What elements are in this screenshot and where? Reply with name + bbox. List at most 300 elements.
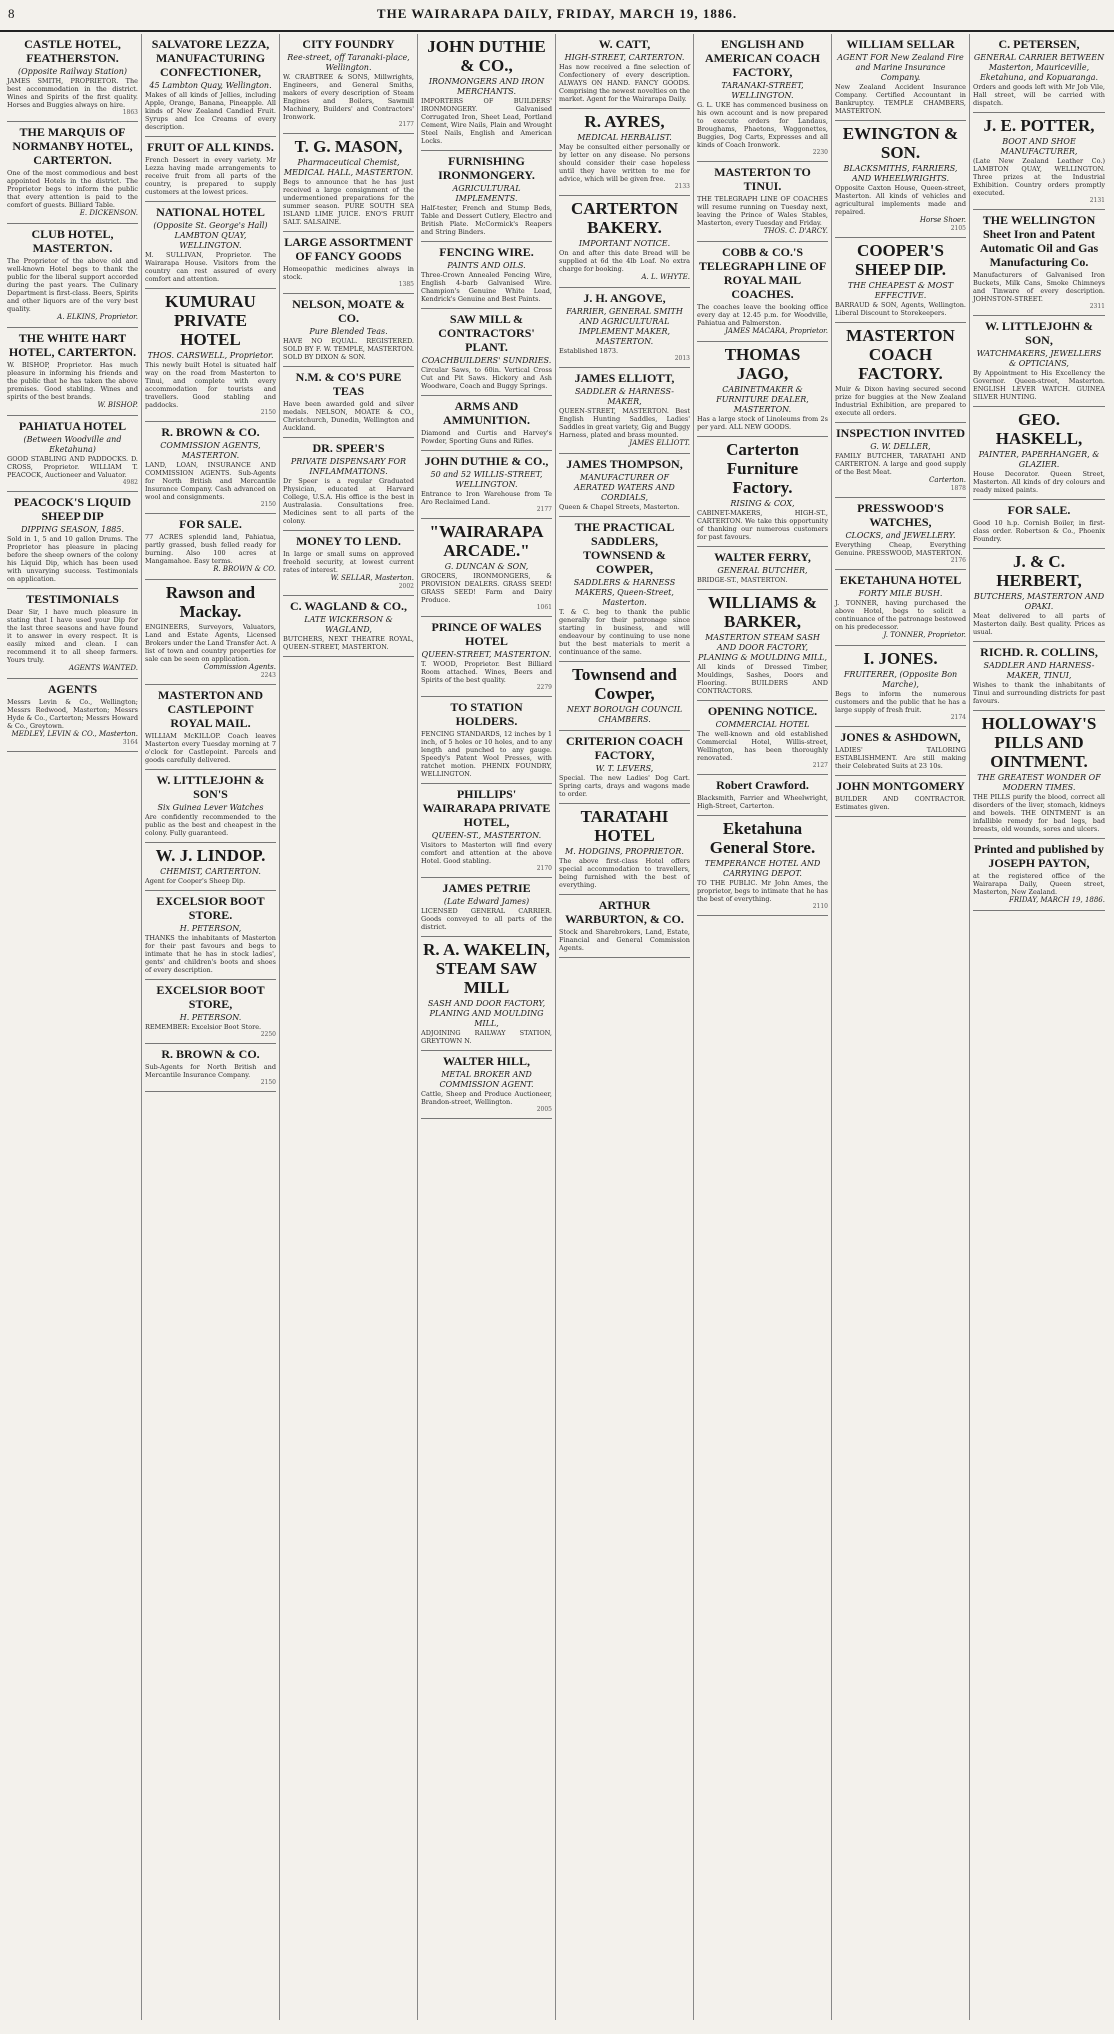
ad-title: ENGLISH AND AMERICAN COACH FACTORY,: [705, 37, 820, 79]
ad-title: GEO. HASKELL,: [995, 410, 1083, 448]
advertisement: [145, 202, 276, 289]
ad-title: SALVATORE LEZZA, MANUFACTURING CONFECTIONER,: [151, 37, 270, 79]
advertisement: [697, 775, 828, 816]
ad-title: WILLIAM SELLAR: [846, 37, 955, 51]
advertisement: [559, 368, 690, 454]
ad-title: R. AYRES,: [584, 112, 665, 131]
ad-title: CITY FOUNDRY: [302, 37, 395, 51]
ad-body: Opposite Caxton House, Queen-street, Masterton. All kinds of vehicles and agricultural implements made and repaired.: [835, 184, 966, 216]
advertisement: [697, 816, 828, 916]
ad-title: Eketahuna General Store.: [709, 819, 816, 857]
advertisement: [145, 843, 276, 891]
advertisement: [145, 1044, 276, 1092]
advertisement: [421, 1051, 552, 1119]
ad-subtitle: FARRIER, GENERAL SMITH AND AGRICULTURAL IMPLEMENT MAKER, MASTERTON.: [566, 307, 683, 346]
ad-number: 1878: [950, 485, 966, 492]
ad-number: 2110: [812, 903, 828, 910]
ad-title: INSPECTION INVITED: [835, 426, 966, 440]
advertisement: [973, 113, 1105, 210]
ad-subtitle: LATE WICKERSON & WAGLAND,: [304, 615, 393, 634]
advertisement: [145, 289, 276, 422]
advertisement: [973, 642, 1105, 711]
ad-title: Rawson and Mackay.: [165, 583, 256, 621]
ad-body: THE TELEGRAPH LINE OF COACHES will resume running on Tuesday next, leaving the Prince of Wales Stables, Masterton, every Tuesday and Friday.: [697, 195, 828, 227]
advertisement: [145, 770, 276, 843]
ad-signature: AGENTS WANTED.: [69, 664, 138, 672]
ad-subtitle: METAL BROKER AND COMMISSION AGENT.: [439, 1070, 534, 1089]
ad-body: BUILDER AND CONTRACTOR. Estimates given.: [835, 795, 966, 811]
advertisement: [559, 731, 690, 804]
ad-title: WILLIAMS & BARKER,: [707, 593, 818, 631]
advertisement: [973, 839, 1105, 911]
ad-number: 2250: [260, 1031, 276, 1038]
ad-signature: Horse Shoer.: [919, 216, 966, 224]
ad-body: Three-Crown Annealed Fencing Wire, English 4-barb Galvanised Wire. Champion's Genuine White Lead, Kendrick's Genuine and Best Paints.: [421, 271, 552, 303]
ad-number: 1061: [536, 604, 552, 611]
advertisement: [559, 517, 690, 662]
ad-title: EXCELSIOR BOOT STORE,: [156, 983, 265, 1011]
ad-title: RICHD. R. COLLINS,: [980, 645, 1098, 659]
advertisement: [421, 451, 552, 519]
ad-body: THANKS the inhabitants of Masterton for their past favours and begs to intimate that he has in stock ladies', gents' and children's boots and shoes of every description.: [145, 934, 276, 974]
ad-signature: Carterton.: [929, 476, 966, 484]
ad-title: "WAIRARAPA ARCADE.": [429, 522, 544, 560]
ad-body: Queen & Chapel Streets, Masterton.: [559, 503, 680, 511]
advertisement: [421, 878, 552, 937]
ad-title: Carterton Furniture Factory.: [726, 440, 799, 497]
advertisement: [697, 342, 828, 437]
ad-body: This newly built Hotel is situated half way on the road from Masterton to Tinui, and complete with every accommodation for tourists and travellers. Good stabling and paddocks.: [145, 361, 276, 409]
advertisement: [697, 242, 828, 342]
ad-body: T. WOOD, Proprietor. Best Billiard Room attached. Wines, Beers and Spirits of the best quality.: [421, 660, 552, 684]
advertisement: [421, 519, 552, 617]
advertisement: [559, 454, 690, 517]
ad-signature: JAMES MACARA, Proprietor.: [725, 327, 828, 335]
ad-signature: W. SELLAR, Masterton.: [330, 574, 414, 582]
ad-title: CLUB HOTEL, MASTERTON.: [31, 227, 114, 255]
ad-number: 3164: [122, 739, 138, 746]
ad-subtitle: SADDLERS & HARNESS MAKERS, Queen-Street, Masterton.: [573, 578, 676, 607]
ad-body: WILLIAM McKILLOP. Coach leaves Masterton every Tuesday morning at 7 o'clock for Castlepoint. Parcels and goods carefully delivered.: [145, 732, 276, 764]
ad-subtitle: W. T. LEVERS,: [595, 764, 654, 773]
ad-number: 2170: [536, 865, 552, 872]
ad-number: 2279: [536, 684, 552, 691]
advertisement: [283, 294, 414, 367]
ad-number: 2131: [1089, 197, 1105, 204]
ad-number: 2174: [950, 714, 966, 721]
advertisement: [283, 367, 414, 438]
ad-title: MASTERTON TO TINUI.: [714, 165, 811, 193]
ad-title: EWINGTON & SON.: [842, 124, 959, 162]
ad-title: J. H. ANGOVE,: [583, 291, 666, 305]
ad-subtitle: Six Guinea Lever Watches: [157, 803, 264, 812]
ad-subtitle: MEDICAL HERBALIST.: [577, 133, 672, 142]
ad-body: The well-known and old established Commercial Hotel, Willis-street, Wellington, has been thoroughly renovated.: [697, 730, 828, 762]
advertisement: [145, 891, 276, 980]
ad-number: 2133: [674, 183, 690, 190]
ad-body: Established 1873.: [559, 347, 619, 355]
ad-title: FENCING WIRE.: [439, 245, 534, 259]
ad-body: Has now received a fine selection of Confectionery of every description. ALWAYS ON HAND. FANCY GOODS. Comprising the newest novelties on the market. Agent for the Wairarapa Daily.: [559, 63, 690, 103]
ad-signature: W. BISHOP.: [97, 401, 138, 409]
ad-signature: MEDLEY, LEVIN & CO., Masterton.: [11, 730, 138, 738]
ad-title: R. A. WAKELIN, STEAM SAW MILL: [423, 940, 550, 997]
ad-body: BRIDGE-ST., MASTERTON.: [697, 576, 788, 584]
ad-title: W. LITTLEJOHN & SON,: [985, 319, 1093, 347]
advertisement: [421, 617, 552, 697]
ad-title: NATIONAL HOTEL: [156, 205, 265, 219]
ad-body: GOOD STABLING AND PADDOCKS. D. CROSS, Proprietor. WILLIAM T. PEACOCK, Auctioneer and Valuator.: [7, 455, 138, 479]
ad-title: HOLLOWAY'S PILLS AND OINTMENT.: [981, 714, 1097, 771]
ad-subtitle: M. HODGINS, PROPRIETOR.: [565, 847, 684, 856]
ad-subtitle: QUEEN-ST., MASTERTON.: [431, 831, 542, 840]
ad-title: COOPER'S SHEEP DIP.: [854, 241, 947, 279]
ad-body: French Dessert in every variety. Mr Lezza having made arrangements to receive fruit from all parts of the country, is prepared to supply customers at the lowest prices.: [145, 156, 276, 196]
ad-subtitle: HIGH-STREET, CARTERTON.: [564, 53, 685, 62]
advertisement: [835, 570, 966, 646]
ad-subtitle: THOS. CARSWELL, Proprietor.: [147, 351, 274, 360]
column-6: [694, 34, 832, 2020]
column-1: [4, 34, 142, 2020]
ad-title: WALTER FERRY,: [714, 550, 811, 564]
ad-body: Homeopathic medicines always in stock.: [283, 265, 414, 281]
ad-body: Sub-Agents for North British and Mercantile Insurance Company.: [145, 1063, 276, 1079]
advertisement: [559, 804, 690, 895]
ad-subtitle: GENERAL BUTCHER,: [717, 566, 808, 575]
ad-title: Printed and published by JOSEPH PAYTON,: [974, 842, 1104, 870]
ad-title: EXCELSIOR BOOT STORE.: [156, 894, 265, 922]
advertisement: [835, 423, 966, 498]
ad-body: Sold in 1, 5 and 10 gallon Drums. The Proprietor has pleasure in placing before the sheep owners of the colony his Liquid Dip, which has been used with unvarying success. Testimonials on application.: [7, 535, 138, 583]
ad-body: FENCING STANDARDS, 12 inches by 1 inch, of 5 holes or 10 holes, and to any length and punched to any gauge. Speedy's Patent Wool Presses, with ratchet motion. PHENIX FOUNDRY, WELLINGTON.: [421, 730, 552, 778]
ad-subtitle: COMMISSION AGENTS, MASTERTON.: [160, 441, 261, 460]
ad-title: KUMURAU PRIVATE HOTEL: [165, 292, 256, 349]
advertisement: [973, 316, 1105, 407]
advertisement: [7, 416, 138, 492]
advertisement: [283, 531, 414, 596]
advertisement: [973, 210, 1105, 316]
ad-subtitle: (Opposite St. George's Hall) LAMBTON QUAY, WELLINGTON.: [153, 221, 268, 250]
ad-title: OPENING NOTICE.: [707, 704, 818, 718]
ad-number: 2005: [536, 1106, 552, 1113]
ad-number: 2230: [812, 149, 828, 156]
ad-subtitle: PAINTER, PAPERHANGER, & GLAZIER.: [978, 450, 1100, 469]
ad-body: Blacksmith, Farrier and Wheelwright, High-Street, Carterton.: [697, 794, 828, 810]
advertisement: [697, 34, 828, 162]
ad-body: On and after this date Bread will be supplied at 6d the 4lb Loaf. No extra charge for booking.: [559, 249, 690, 273]
ad-subtitle: SADDLER & HARNESS-MAKER,: [575, 387, 674, 406]
ad-subtitle: H. PETERSON.: [179, 1013, 242, 1022]
advertisement: [835, 34, 966, 121]
ad-subtitle: SADDLER AND HARNESS-MAKER, TINUI,: [983, 661, 1095, 680]
ad-body: May be consulted either personally or by letter on any disease. No persons should consider their case hopeless until they have written to me for advice, which will be given free.: [559, 143, 690, 183]
page-number: 8: [8, 6, 16, 21]
ad-title: I. JONES.: [863, 649, 938, 668]
ad-subtitle: Pharmaceutical Chemist, MEDICAL HALL, MASTERTON.: [283, 158, 414, 177]
ad-title: FOR SALE.: [179, 517, 242, 531]
ad-subtitle: AGRICULTURAL IMPLEMENTS.: [452, 184, 521, 203]
ad-number: 2105: [950, 225, 966, 232]
ad-subtitle: BLACKSMITHS, FARRIERS, AND WHEELWRIGHTS.: [843, 164, 958, 183]
ad-signature: Commission Agents.: [203, 663, 276, 671]
advertisement: [145, 685, 276, 770]
ad-body: at the registered office of the Wairarapa Daily, Queen street, Masterton, New Zealand.: [973, 872, 1105, 896]
ad-body: LICENSED GENERAL CARRIER. Goods conveyed to all parts of the district.: [421, 907, 552, 931]
ad-title: EKETAHUNA HOTEL: [839, 573, 962, 587]
ad-subtitle: NEXT BOROUGH COUNCIL CHAMBERS.: [566, 705, 683, 724]
ad-title: CARTERTON BAKERY.: [570, 199, 679, 237]
ad-title: WALTER HILL,: [443, 1054, 530, 1068]
ad-subtitle: CLOCKS, and JEWELLERY.: [845, 531, 956, 540]
ad-body: TO THE PUBLIC. Mr John Ames, the proprietor, begs to intimate that he has the best of everything.: [697, 879, 828, 903]
ad-number: 2002: [398, 583, 414, 590]
advertisement: [7, 679, 138, 752]
ad-body: Muir & Dixon having secured second prize for buggies at the New Zealand Industrial Exhibition, are prepared to execute all orders.: [835, 385, 966, 417]
ad-title: JOHN MONTGOMERY: [836, 779, 965, 793]
advertisement: [283, 232, 414, 294]
ad-title: JONES & ASHDOWN,: [840, 730, 961, 744]
ad-body: Everything Cheap, Everything Genuine. PRESSWOOD, MASTERTON.: [835, 541, 966, 557]
ad-title: Robert Crawford.: [716, 778, 809, 792]
ad-title: JAMES THOMPSON,: [566, 457, 683, 471]
ad-subtitle: (Between Woodville and Eketahuna): [23, 435, 122, 454]
ad-number: 2127: [812, 762, 828, 769]
ad-subtitle: AGENT FOR New Zealand Fire and Marine Insurance Company.: [837, 53, 964, 82]
ad-title: JOHN DUTHIE & CO.,: [427, 37, 546, 75]
ad-number: 1385: [398, 281, 414, 288]
ad-title: FRUIT OF ALL KINDS.: [147, 140, 274, 154]
advertisement: [559, 109, 690, 196]
ad-body: FAMILY BUTCHER, TARATAHI AND CARTERTON. A large and good supply of the Best Meat.: [835, 452, 966, 476]
ad-subtitle: CABINETMAKER & FURNITURE DEALER, MASTERTON.: [716, 385, 809, 414]
ad-subtitle: COACHBUILDERS' SUNDRIES.: [421, 356, 552, 365]
ad-body: JAMES SMITH, PROPRIETOR. The best accommodation in the district. Wines and Spirits of the first quality. Horses and Buggies always on hire.: [7, 77, 138, 109]
ad-signature: FRIDAY, MARCH 19, 1886.: [1008, 896, 1105, 904]
ad-subtitle: TEMPERANCE HOTEL AND CARRYING DEPOT.: [704, 859, 821, 878]
ad-title: R. BROWN & CO.: [161, 425, 260, 439]
ad-body: Orders and goods left with Mr Job Vile, Hall street, will be carried with dispatch.: [973, 83, 1105, 107]
ad-body: All kinds of Dressed Timber, Mouldings, Sashes, Doors and Flooring. BUILDERS AND CONTRACTORS.: [697, 663, 828, 695]
ad-subtitle: SASH AND DOOR FACTORY, PLANING AND MOULDING MILL,: [427, 999, 546, 1028]
ad-body: House Decorator. Queen Street, Masterton. All kinds of dry colours and ready mixed paints.: [973, 470, 1105, 494]
ad-body: ADJOINING RAILWAY STATION, GREYTOWN N.: [421, 1029, 552, 1045]
ad-body: Dear Sir, I have much pleasure in stating that I have used your Dip for the last three seasons and have found it to answer in every respect. It is easily mixed and clean. I can recommend it to all sheep farmers. Yours truly.: [7, 608, 138, 664]
ad-title: J. & C. HERBERT,: [996, 552, 1082, 590]
ad-title: Townsend and Cowper,: [572, 665, 677, 703]
ad-body: New Zealand Accident Insurance Company. Certified Accountant in Bankruptcy. TEMPLE CHAMBERS, MASTERTON.: [835, 83, 966, 115]
ad-title: T. G. MASON,: [294, 137, 403, 156]
ad-subtitle: DIPPING SEASON, 1885.: [20, 525, 125, 534]
ad-body: GROCERS, IRONMONGERS, & PROVISION DEALERS. GRASS SEED! GRASS SEED! Farm and Dairy Produce.: [421, 572, 552, 604]
advertisement: [283, 134, 414, 232]
advertisement: [145, 980, 276, 1044]
ad-body: ENGINEERS, Surveyors, Valuators, Land and Estate Agents, Licensed Brokers under the Land Transfer Act. A list of town and country properties for sale can be seen on application.: [145, 623, 276, 663]
ad-subtitle: PAINTS AND OILS.: [447, 261, 526, 270]
ad-title: MONEY TO LEND.: [296, 534, 401, 548]
ad-body: The coaches leave the booking office every day at 12.45 p.m. for Woodville, Pahiatua and Palmerston.: [697, 303, 828, 327]
advertisement: [559, 288, 690, 368]
advertisement: [559, 662, 690, 731]
column-5: [556, 34, 694, 2020]
advertisement: [421, 937, 552, 1051]
advertisement: [7, 328, 138, 416]
ad-title: C. PETERSEN,: [998, 37, 1080, 51]
ad-title: R. BROWN & CO.: [161, 1047, 260, 1061]
ad-title: THE PRACTICAL SADDLERS, TOWNSEND & COWPER,: [574, 520, 675, 576]
ad-body: Messrs Levin & Co., Wellington; Messrs Redwood, Masterton; Messrs Hyde & Co., Carterton; Messrs Howard & Co., Greytown.: [7, 698, 138, 730]
ad-body: The above first-class Hotel offers special accommodation to travellers, being furnished with the best of everything.: [559, 857, 690, 889]
ad-subtitle: (Opposite Railway Station): [18, 67, 127, 76]
advertisement: [145, 422, 276, 514]
page-title: THE WAIRARAPA DAILY, FRIDAY, MARCH 19, 1886.: [376, 6, 738, 21]
advertisement: [835, 646, 966, 727]
ad-title: W. J. LINDOP.: [155, 846, 266, 865]
ad-body: THE PILLS purify the blood, correct all disorders of the liver, stomach, kidneys and bowels. THE OINTMENT is an infallible remedy for bad legs, bad breasts, old wounds, sores and ulcers.: [973, 793, 1105, 833]
ad-subtitle: QUEEN-STREET, MASTERTON.: [421, 650, 552, 659]
advertisement: [421, 396, 552, 451]
ad-title: ARTHUR WARBURTON, & CO.: [565, 898, 684, 926]
ad-body: IMPORTERS OF BUILDERS' IRONMONGERY. Galvanised Corrugated Iron, Sheet Lead, Portland Cement, Wire Nails, Plain and Wrought Steel Nails, English and American Locks.: [421, 97, 552, 145]
ad-body: Wishes to thank the inhabitants of Tinui and surrounding districts for past favours.: [973, 681, 1105, 705]
ad-signature: J. TONNER, Proprietor.: [883, 631, 966, 639]
advertisement: [145, 514, 276, 580]
ad-number: 2177: [536, 506, 552, 513]
ad-body: HAVE NO EQUAL. REGISTERED. SOLD BY F. W. TEMPLE, MASTERTON. SOLD BY DIXON & SON.: [283, 337, 414, 361]
ad-number: 1863: [122, 109, 138, 116]
ad-title: TARATAHI HOTEL: [580, 807, 669, 845]
advertisement: [421, 151, 552, 242]
advertisement: [559, 196, 690, 288]
advertisement: [835, 238, 966, 323]
ad-signature: THOS. C. D'ARCY.: [763, 227, 828, 235]
advertisement: [421, 309, 552, 396]
ad-body: Makes of all kinds of Jellies, including Apple, Orange, Banana, Pineapple. All kinds of New Zealand Candied Fruit. Syrups and Ice Creams of every description.: [145, 91, 276, 131]
ad-body: T. & C. beg to thank the public generally for their patronage since starting in business, and will endeavour by continuing to use none but the best materials to merit a continuance of the same.: [559, 608, 690, 656]
ad-title: DR. SPEER'S: [312, 441, 385, 455]
ad-number: 2243: [260, 672, 276, 679]
advertisement: [7, 492, 138, 589]
ad-title: PHILLIPS' WAIRARAPA PRIVATE HOTEL,: [422, 787, 551, 829]
ad-body: Entrance to Iron Warehouse from Te Aro Reclaimed Land.: [421, 490, 552, 506]
column-3: [280, 34, 418, 2020]
ad-number: 2150: [260, 1079, 276, 1086]
advertisement: [973, 711, 1105, 839]
ad-number: 2150: [260, 409, 276, 416]
ad-body: BUTCHERS, NEXT THEATRE ROYAL, QUEEN-STREET, MASTERTON.: [283, 635, 414, 651]
advertisement: [973, 549, 1105, 642]
ad-title: THE WHITE HART HOTEL, CARTERTON.: [8, 331, 137, 359]
ad-title: FOR SALE.: [1007, 503, 1071, 517]
ad-title: PAHIATUA HOTEL: [18, 419, 127, 433]
ad-subtitle: PRIVATE DISPENSARY FOR INFLAMMATIONS.: [290, 457, 407, 476]
ad-subtitle: THE GREATEST WONDER OF MODERN TIMES.: [977, 773, 1101, 792]
ad-number: 2176: [950, 557, 966, 564]
ad-body: Manufacturers of Galvanised Iron Buckets, Milk Cans, Smoke Chimneys and Tinware of every description. JOHNSTON-STREET.: [973, 271, 1105, 303]
ad-body: The Proprietor of the above old and well-known Hotel begs to thank the public for the liberal support accorded during the past years. The Culinary Department is first-class. Beers, Spirits and other liquors are of the very best quality.: [7, 257, 138, 313]
advertisement: [835, 121, 966, 238]
ad-subtitle: Ree-street, off Taranaki-place, Wellington.: [287, 53, 410, 72]
ad-subtitle: THE CHEAPEST & MOST EFFECTIVE.: [847, 281, 954, 300]
ad-body: LAND, LOAN, INSURANCE AND COMMISSION AGENTS. Sub-Agents for North British and Mercantile Insurance Company. Cash advanced on wool and consignments.: [145, 461, 276, 501]
ad-number: 2177: [398, 121, 414, 128]
ad-subtitle: G. DUNCAN & SON,: [444, 562, 529, 571]
ad-body: By Appointment to His Excellency the Governor. Queen-street, Masterton. ENGLISH LEVER WATCH. GUINEA SILVER HUNTING.: [973, 369, 1105, 401]
ad-title: MASTERTON AND CASTLEPOINT ROYAL MAIL.: [157, 688, 264, 730]
ad-title: J. E. POTTER,: [983, 116, 1095, 135]
ad-body: Good 10 h.p. Cornish Boiler, in first-class order. Robertson & Co., Phoenix Foundry.: [973, 519, 1105, 543]
ad-body: W. BISHOP, Proprietor. Has much pleasure in informing his friends and the public that he has taken the above premises. Good stabling. Wines and spirits of the best brands.: [7, 361, 138, 401]
ad-subtitle: IRONMONGERS AND IRON MERCHANTS.: [428, 77, 545, 96]
advertisement: [835, 323, 966, 423]
ad-body: BARRAUD & SON, Agents, Wellington. Liberal Discount to Storekeepers.: [835, 301, 966, 317]
ad-body: W. CRABTREE & SONS, Millwrights, Engineers, and General Smiths, makers of every description of Steam Engines and Boilers, Sawmill Machinery, Builders' and Contractors' Ironwork.: [283, 73, 414, 121]
ad-subtitle: TARANAKI-STREET, WELLINGTON.: [721, 81, 804, 100]
ad-title: THOMAS JAGO,: [724, 345, 801, 383]
ad-body: Special. The new Ladies' Dog Cart. Spring carts, drays and wagons made to order.: [559, 774, 690, 798]
advertisement: [421, 784, 552, 878]
advertisement: [421, 242, 552, 309]
column-7: [832, 34, 970, 2020]
ad-signature: R. BROWN & CO.: [213, 565, 276, 573]
ad-title: THE WELLINGTON Sheet Iron and Patent Automatic Oil and Gas Manufacturing Co.: [979, 213, 1099, 269]
ad-subtitle: MANUFACTURER OF AERATED WATERS AND CORDIALS,: [574, 473, 675, 502]
ad-body: CABINET-MAKERS, HIGH-ST., CARTERTON. We take this opportunity of thanking our numerous customers for past favours.: [697, 509, 828, 541]
column-4: [418, 34, 556, 2020]
ad-subtitle: BUTCHERS, MASTERTON AND OPAKI.: [973, 592, 1105, 611]
ad-body: In large or small sums on approved freehold security, at lowest current rates of interest.: [283, 550, 414, 574]
ad-subtitle: FRUITERER, (Opposite Bon Marche),: [843, 670, 958, 689]
ad-body: LADIES' TAILORING ESTABLISHMENT. Are still making their Celebrated Suits at 23 10s.: [835, 746, 966, 770]
advertisement: [7, 589, 138, 679]
ad-body: REMEMBER: Excelsior Boot Store.: [145, 1023, 262, 1031]
ad-body: 77 ACRES splendid land, Pahiatua, partly grassed, bush felled ready for burning. Also 100 acres at Mangamahoe. Easy terms.: [145, 533, 276, 565]
ad-title: PRESSWOOD'S WATCHES,: [857, 501, 944, 529]
ad-body: Dr Speer is a regular Graduated Physician, educated at Harvard College, U.S.A. His office is the best in Australasia. Consultations free. Medicines sent to all parts of the colony.: [283, 477, 414, 525]
ad-subtitle: GENERAL CARRIER BETWEEN Masterton, Mauriceville, Eketahuna, and Kopuaranga.: [973, 53, 1105, 82]
advertisement: [283, 438, 414, 531]
ad-subtitle: 45 Lambton Quay, Wellington.: [149, 81, 272, 90]
advertisement: [835, 727, 966, 776]
ad-title: JAMES ELLIOTT,: [574, 371, 675, 385]
ad-body: (Late New Zealand Leather Co.) LAMBTON QUAY, WELLINGTON. Three prizes at the Industrial Exhibition. Country orders promptly executed.: [973, 157, 1105, 197]
advertisement: [559, 895, 690, 958]
ad-title: PEACOCK'S LIQUID SHEEP DIP: [13, 495, 132, 523]
column-8: [970, 34, 1108, 2020]
ad-title: W. CATT,: [598, 37, 651, 51]
advertisement: [7, 122, 138, 224]
ad-title: COBB & CO.'S TELEGRAPH LINE OF ROYAL MAIL COACHES.: [698, 245, 827, 301]
ad-signature: A. L. WHYTE.: [641, 273, 690, 281]
ad-body: Half-tester, French and Stump Beds, Table and Dessert Cutlery, Electro and British Plate. McCormick's Reapers and String Binders.: [421, 204, 552, 236]
advertisement: [697, 162, 828, 242]
ad-subtitle: IMPORTANT NOTICE.: [578, 239, 671, 248]
columns-container: [4, 34, 1110, 2020]
ad-title: C. WAGLAND & CO.,: [289, 599, 408, 613]
ad-body: Are confidently recommended to the public as the best and cheapest in the colony. Fully guaranteed.: [145, 813, 276, 837]
ad-number: 4982: [122, 479, 138, 486]
ad-body: Agent for Cooper's Sheep Dip.: [145, 877, 246, 885]
ad-body: Begs to inform the numerous customers and the public that he has a large supply of fresh fruit.: [835, 690, 966, 714]
ad-subtitle: G. W. DELLER,: [870, 442, 931, 451]
ad-subtitle: RISING & COX,: [730, 499, 795, 508]
advertisement: [697, 701, 828, 775]
column-2: [142, 34, 280, 2020]
ad-title: THE MARQUIS OF NORMANBY HOTEL, CARTERTON.: [12, 125, 133, 167]
ad-title: N.M. & CO'S PURE TEAS: [295, 370, 402, 398]
advertisement: [145, 580, 276, 685]
ad-title: LARGE ASSORTMENT OF FANCY GOODS: [284, 235, 413, 263]
ad-title: AGENTS: [47, 682, 98, 696]
